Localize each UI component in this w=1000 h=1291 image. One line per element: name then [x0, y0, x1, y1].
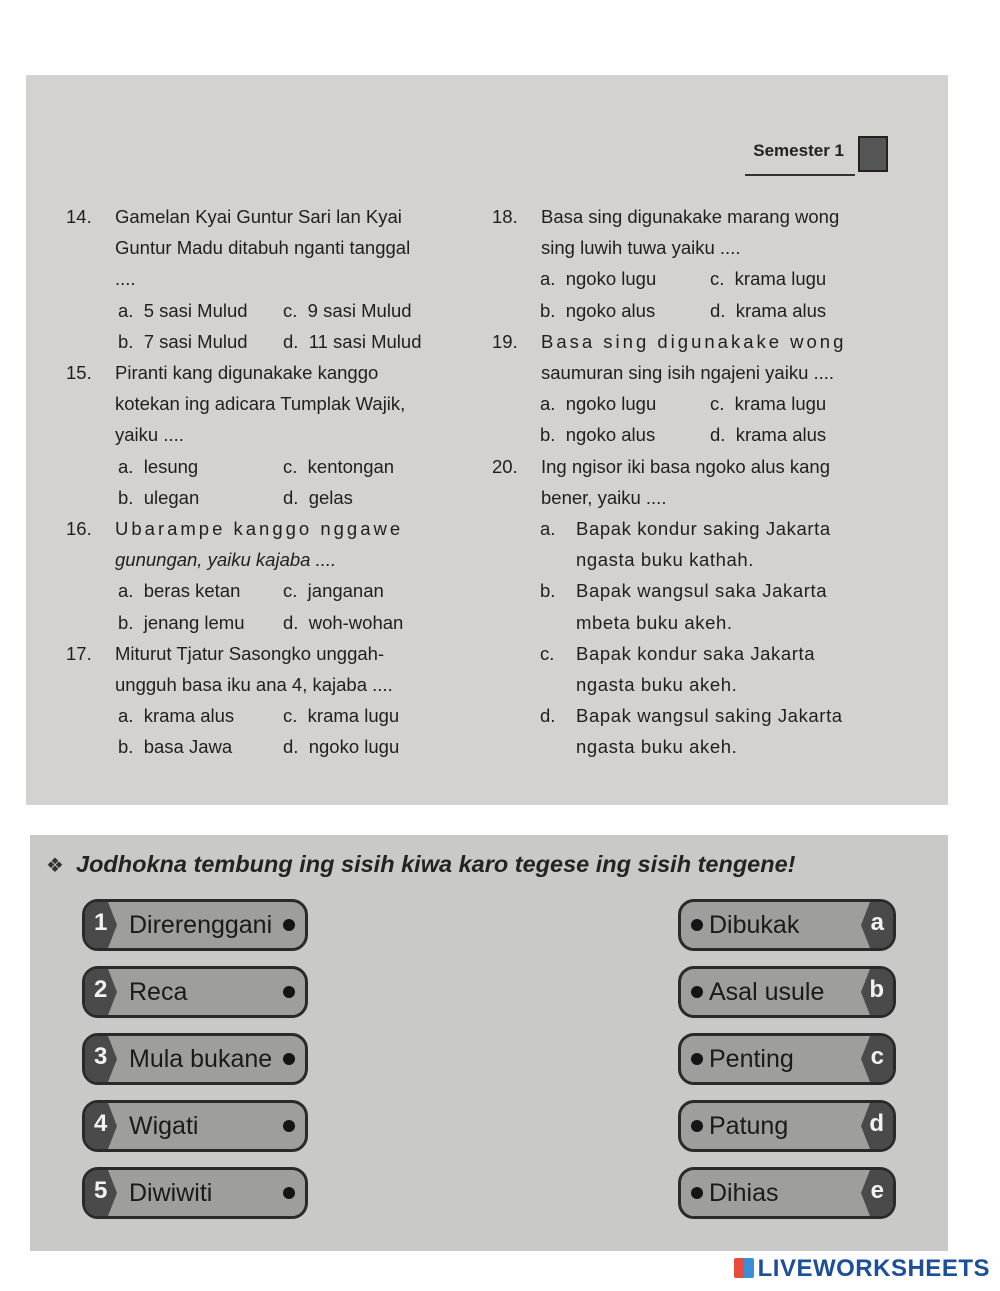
option-d[interactable]	[492, 700, 932, 762]
option-line: Bapak wangsul saking Jakarta	[576, 705, 843, 727]
question-line: kotekan ing adicara Tumplak Wajik,	[115, 393, 406, 415]
item-label: Diwiwiti	[129, 1179, 213, 1207]
option-letter: b.	[540, 580, 556, 602]
option-b[interactable]	[492, 575, 932, 637]
connector-dot[interactable]	[691, 1053, 703, 1065]
connector-dot[interactable]	[691, 1187, 703, 1199]
item-label: Patung	[709, 1112, 789, 1140]
option-a[interactable]: a. ngoko lugu	[540, 393, 657, 415]
option-d[interactable]: d. krama alus	[710, 299, 827, 321]
option-c[interactable]: c. krama lugu	[283, 705, 400, 727]
question-line: yaiku ....	[115, 424, 184, 446]
connector-dot[interactable]	[283, 1120, 295, 1132]
question-number: 14.	[66, 206, 92, 227]
question-15	[66, 357, 496, 451]
options-14	[66, 295, 496, 357]
option-c[interactable]: c. krama lugu	[710, 393, 827, 415]
item-label: Dihias	[709, 1179, 779, 1207]
option-a[interactable]: a. ngoko lugu	[540, 268, 657, 290]
option-b[interactable]: b. ngoko alus	[540, 299, 656, 321]
question-line: ....	[115, 268, 136, 290]
option-a[interactable]: a. beras ketan	[118, 580, 241, 602]
question-number: 16.	[66, 518, 92, 540]
option-c[interactable]	[492, 638, 932, 700]
question-number: 18.	[492, 206, 518, 227]
item-letter: b	[869, 976, 884, 1003]
option-b[interactable]: b. jenang lemu	[118, 611, 245, 633]
options-18	[492, 263, 932, 325]
question-number: 15.	[66, 362, 92, 384]
question-line: Basa sing digunakake wong	[541, 330, 847, 352]
question-line: gunungan, yaiku kajaba ....	[115, 549, 337, 571]
match-right-item-b[interactable]	[678, 966, 896, 1018]
option-letter: d.	[540, 705, 556, 727]
question-line: Gamelan Kyai Guntur Sari lan Kyai	[115, 206, 402, 227]
liveworksheets-brand[interactable]	[734, 1255, 990, 1283]
option-b[interactable]: b. basa Jawa	[118, 736, 233, 758]
match-right-item-d[interactable]	[678, 1100, 896, 1152]
match-left-item-3[interactable]	[82, 1033, 308, 1085]
question-17	[66, 638, 496, 700]
question-line: Ing ngisor iki basa ngoko alus kang	[541, 455, 830, 477]
option-b[interactable]: b. 7 sasi Mulud	[118, 330, 248, 352]
item-letter: c	[870, 1043, 884, 1070]
options-17	[66, 700, 496, 762]
liveworksheets-logo-icon	[734, 1258, 754, 1278]
matching-instruction: Jodhokna tembung ing sisih kiwa karo tegese ing sisih tengene!	[76, 851, 796, 877]
connector-dot[interactable]	[283, 1053, 295, 1065]
item-number: 3	[94, 1043, 108, 1070]
option-line: Bapak wangsul saka Jakarta	[576, 580, 828, 602]
item-number: 1	[94, 909, 108, 936]
item-number: 5	[94, 1177, 108, 1204]
option-c[interactable]: c. krama lugu	[710, 268, 827, 290]
option-d[interactable]: d. woh-wohan	[283, 611, 404, 633]
options-19	[492, 388, 932, 450]
match-left-item-2[interactable]	[82, 966, 308, 1018]
connector-dot[interactable]	[691, 919, 703, 931]
item-label: Direrenggani	[129, 911, 273, 939]
question-line: Piranti kang digunakake kanggo	[115, 362, 379, 384]
semester-underline	[745, 174, 855, 176]
item-label: Asal usule	[709, 978, 825, 1006]
match-right-item-a[interactable]	[678, 899, 896, 951]
option-d[interactable]: d. ngoko lugu	[283, 736, 400, 758]
item-letter: d	[869, 1110, 884, 1137]
semester-marker-icon	[858, 136, 888, 172]
option-c[interactable]: c. 9 sasi Mulud	[283, 299, 412, 321]
match-left-item-1[interactable]	[82, 899, 308, 951]
item-label: Wigati	[129, 1112, 199, 1140]
question-number: 20.	[492, 455, 518, 477]
option-line: ngasta buku akeh.	[576, 674, 738, 696]
question-18	[492, 201, 932, 263]
options-16	[66, 575, 496, 637]
item-label: Penting	[709, 1045, 794, 1073]
option-d[interactable]: d. krama alus	[710, 424, 827, 446]
option-a[interactable]: a. krama alus	[118, 705, 235, 727]
connector-dot[interactable]	[691, 986, 703, 998]
questions-left-column	[66, 201, 496, 763]
semester-label: Semester 1	[753, 141, 844, 160]
questions-right-column	[492, 201, 932, 763]
question-line: ungguh basa iku ana 4, kajaba ....	[115, 674, 393, 696]
connector-dot[interactable]	[283, 1187, 295, 1199]
option-b[interactable]: b. ngoko alus	[540, 424, 656, 446]
question-20	[492, 451, 932, 513]
option-a[interactable]: a. 5 sasi Mulud	[118, 299, 248, 321]
option-a[interactable]: a. lesung	[118, 455, 199, 477]
matching-exercise-photo	[30, 835, 948, 1251]
option-line: ngasta buku kathah.	[576, 549, 755, 571]
option-d[interactable]: d. gelas	[283, 486, 353, 508]
question-14	[66, 201, 496, 295]
option-c[interactable]: c. janganan	[283, 580, 384, 602]
question-line: Miturut Tjatur Sasongko unggah-	[115, 642, 385, 664]
connector-dot[interactable]	[283, 986, 295, 998]
option-line: mbeta buku akeh.	[576, 611, 733, 633]
match-right-item-e[interactable]	[678, 1167, 896, 1219]
question-16	[66, 513, 496, 575]
item-label: Reca	[129, 978, 188, 1006]
options-15	[66, 451, 496, 513]
option-line: Bapak kondur saking Jakarta	[576, 518, 831, 540]
question-line: Guntur Madu ditabuh nganti tanggal	[115, 237, 411, 259]
question-number: 17.	[66, 642, 92, 664]
option-a[interactable]	[492, 513, 932, 575]
item-label: Mula bukane	[129, 1045, 273, 1073]
brand-text: LIVEWORKSHEETS	[757, 1255, 990, 1282]
item-label: Dibukak	[709, 911, 800, 939]
question-line: saumuran sing isih ngajeni yaiku ....	[541, 362, 835, 384]
option-c[interactable]: c. kentongan	[283, 455, 395, 477]
option-d[interactable]: d. 11 sasi Mulud	[283, 330, 422, 352]
item-letter: a	[870, 909, 884, 936]
match-right-item-c[interactable]	[678, 1033, 896, 1085]
quiz-page-photo	[26, 75, 948, 805]
option-line: ngasta buku akeh.	[576, 736, 738, 758]
item-number: 2	[94, 976, 108, 1003]
question-line: Ubarampe kanggo nggawe	[115, 518, 404, 540]
match-left-item-5[interactable]	[82, 1167, 308, 1219]
connector-dot[interactable]	[283, 919, 295, 931]
question-line: sing luwih tuwa yaiku ....	[541, 237, 741, 259]
item-number: 4	[94, 1110, 108, 1137]
question-19	[492, 326, 932, 388]
match-left-item-4[interactable]	[82, 1100, 308, 1152]
question-line: Basa sing digunakake marang wong	[541, 206, 840, 227]
connector-dot[interactable]	[691, 1120, 703, 1132]
item-letter: e	[870, 1177, 884, 1204]
question-number: 19.	[492, 330, 518, 352]
question-line: bener, yaiku ....	[541, 486, 667, 508]
diamond-bullet-icon: ❖	[46, 855, 64, 877]
option-b[interactable]: b. ulegan	[118, 486, 200, 508]
option-line: Bapak kondur saka Jakarta	[576, 642, 816, 664]
option-letter: a.	[540, 518, 556, 540]
option-letter: c.	[540, 642, 555, 664]
